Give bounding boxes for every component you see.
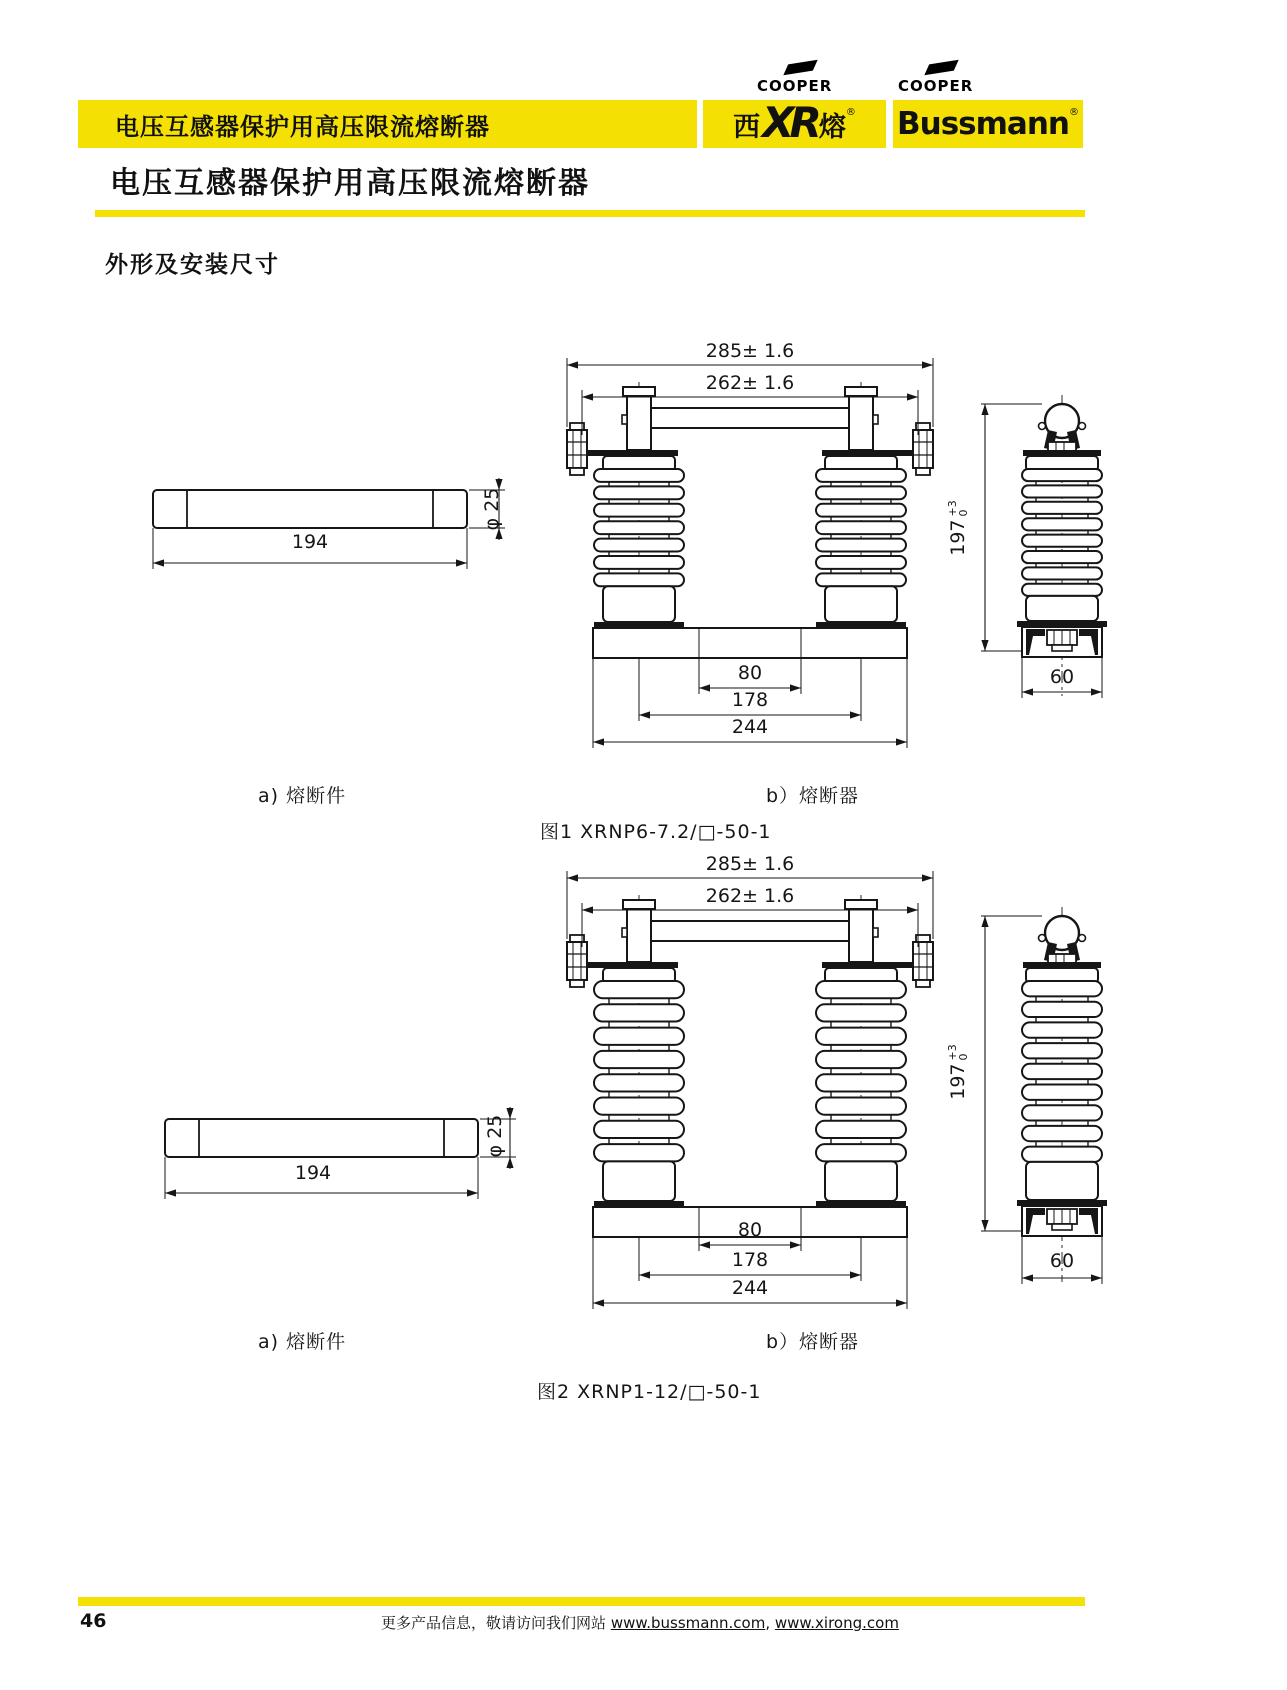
dim-fuse-diameter: φ 25 — [484, 1114, 506, 1158]
caption-fuse: b）熔断器 — [766, 1331, 860, 1353]
footer-text — [381, 1612, 899, 1633]
dim-height — [947, 500, 969, 555]
tol-plus: +3 — [946, 500, 959, 517]
tol-minus: 0 — [957, 509, 970, 517]
footer-separator: , — [765, 1614, 775, 1632]
caption-fuse: b）熔断器 — [766, 785, 860, 807]
section-title: 外形及安装尺寸 — [105, 252, 280, 278]
tol-plus: +3 — [946, 1044, 959, 1061]
caption-fuse-element: a) 熔断件 — [258, 785, 347, 807]
dim-overall-width: 285± 1.6 — [705, 340, 795, 362]
dim-fuse-diameter: φ 25 — [481, 487, 503, 531]
dim-height-tolerance — [947, 1044, 969, 1060]
page-title: 电压互感器保护用高压限流熔断器 — [110, 166, 590, 201]
dim-side-width: 60 — [1049, 666, 1075, 688]
page-number: 46 — [80, 1610, 107, 1632]
footer-link-xirong[interactable]: www.xirong.com — [774, 1614, 899, 1632]
dim-base-width: 244 — [731, 716, 769, 738]
tol-minus: 0 — [957, 1053, 970, 1061]
registered-mark-icon: ® — [1068, 106, 1079, 118]
cooper-wordmark-left: COOPER — [757, 77, 833, 95]
bussmann-wordmark: Bussmann — [897, 106, 1069, 142]
registered-mark-icon: ® — [845, 106, 856, 118]
cooper-wordmark-right: COOPER — [898, 77, 974, 95]
dim-height — [947, 1044, 969, 1099]
dim-base-width: 244 — [731, 1277, 769, 1299]
figure-title: 图2 XRNP1-12/□-50-1 — [537, 1381, 762, 1403]
footer-link-bussmann[interactable]: www.bussmann.com — [610, 1614, 766, 1632]
xirong-logo-pre: 西 — [733, 111, 761, 143]
caption-fuse-element: a) 熔断件 — [258, 1331, 347, 1353]
xirong-logo-post: 熔 — [818, 111, 846, 143]
dim-mid-span: 178 — [731, 1249, 769, 1271]
footer-text-prefix: 更多产品信息，敬请访问我们网站 — [381, 1614, 611, 1632]
dim-hole-span: 80 — [737, 1219, 763, 1241]
footer-yellow-bar — [78, 1597, 1085, 1606]
header-band-title: 电压互感器保护用高压限流熔断器 — [115, 112, 490, 141]
dim-height-tolerance — [947, 500, 969, 516]
dim-fuse-length: 194 — [291, 531, 329, 553]
dim-height-value: 197 — [947, 519, 969, 556]
xirong-logo-mark: XR — [762, 97, 817, 147]
dim-overall-width: 285± 1.6 — [705, 853, 795, 875]
dim-inner-width: 262± 1.6 — [705, 372, 795, 394]
dim-side-width: 60 — [1049, 1250, 1075, 1272]
dim-fuse-length: 194 — [294, 1162, 332, 1184]
dim-height-value: 197 — [947, 1063, 969, 1100]
dim-hole-span: 80 — [737, 662, 763, 684]
dim-mid-span: 178 — [731, 689, 769, 711]
figure-title: 图1 XRNP6-7.2/□-50-1 — [540, 821, 772, 843]
dim-inner-width: 262± 1.6 — [705, 885, 795, 907]
